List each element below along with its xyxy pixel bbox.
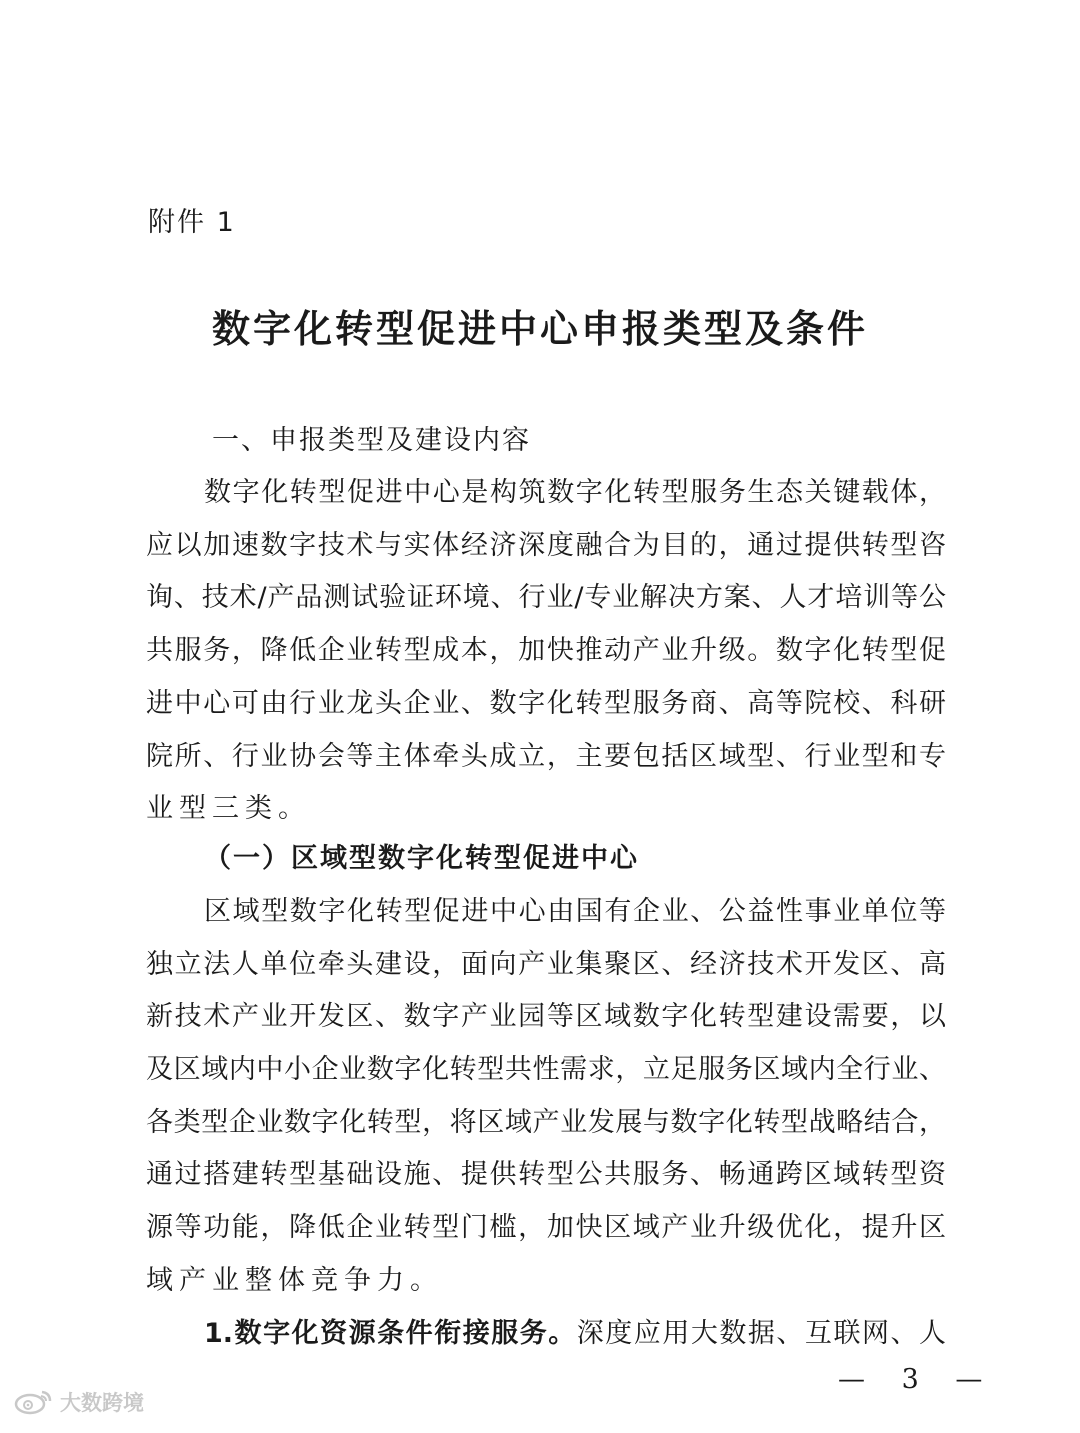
paragraph-line: 域产业整体竞争力。 xyxy=(146,1265,443,1296)
watermark xyxy=(14,1388,144,1416)
paragraph-line: 询、技术/产品测试验证环境、行业/专业解决方案、人才培训等公 xyxy=(146,582,946,613)
document-title: 数字化转型促进中心申报类型及条件 xyxy=(211,307,868,351)
paragraph-line: 应以加速数字技术与实体经济深度融合为目的，通过提供转型咨 xyxy=(146,530,946,561)
paragraph-line: 共服务，降低企业转型成本，加快推动产业升级。数字化转型促 xyxy=(146,635,946,666)
item-text: 深度应用大数据、互联网、人 xyxy=(576,1318,946,1349)
paragraph-line: 各类型企业数字化转型，将区域产业发展与数字化转型战略结合， xyxy=(146,1107,946,1138)
subsection-heading-1: （一）区域型数字化转型促进中心 xyxy=(204,843,639,874)
item-line xyxy=(204,1311,946,1350)
paragraph-line: 业型三类。 xyxy=(146,793,311,824)
page-number: — 3 — xyxy=(838,1364,997,1395)
watermark-text: 大数跨境 xyxy=(60,1391,144,1415)
weibo-logo-icon xyxy=(14,1389,54,1415)
paragraph-line: 及区域内中小企业数字化转型共性需求，立足服务区域内全行业、 xyxy=(146,1054,946,1085)
section-heading-1: 一、申报类型及建设内容 xyxy=(212,425,531,456)
paragraph-line: 独立法人单位牵头建设，面向产业集聚区、经济技术开发区、高 xyxy=(146,949,946,980)
attachment-label: 附件 1 xyxy=(148,207,236,238)
paragraph-line: 院所、行业协会等主体牵头成立，主要包括区域型、行业型和专 xyxy=(146,741,946,772)
paragraph-line: 源等功能，降低企业转型门槛，加快区域产业升级优化，提升区 xyxy=(146,1212,946,1243)
paragraph-line: 进中心可由行业龙头企业、数字化转型服务商、高等院校、科研 xyxy=(146,688,946,719)
item-lead: 1.数字化资源条件衔接服务。 xyxy=(204,1318,577,1349)
paragraph-line: 通过搭建转型基础设施、提供转型公共服务、畅通跨区域转型资 xyxy=(146,1159,946,1190)
paragraph-line: 新技术产业开发区、数字产业园等区域数字化转型建设需要，以 xyxy=(146,1001,946,1032)
paragraph-line: 区域型数字化转型促进中心由国有企业、公益性事业单位等 xyxy=(204,896,946,927)
paragraph-line: 数字化转型促进中心是构筑数字化转型服务生态关键载体， xyxy=(204,477,946,508)
